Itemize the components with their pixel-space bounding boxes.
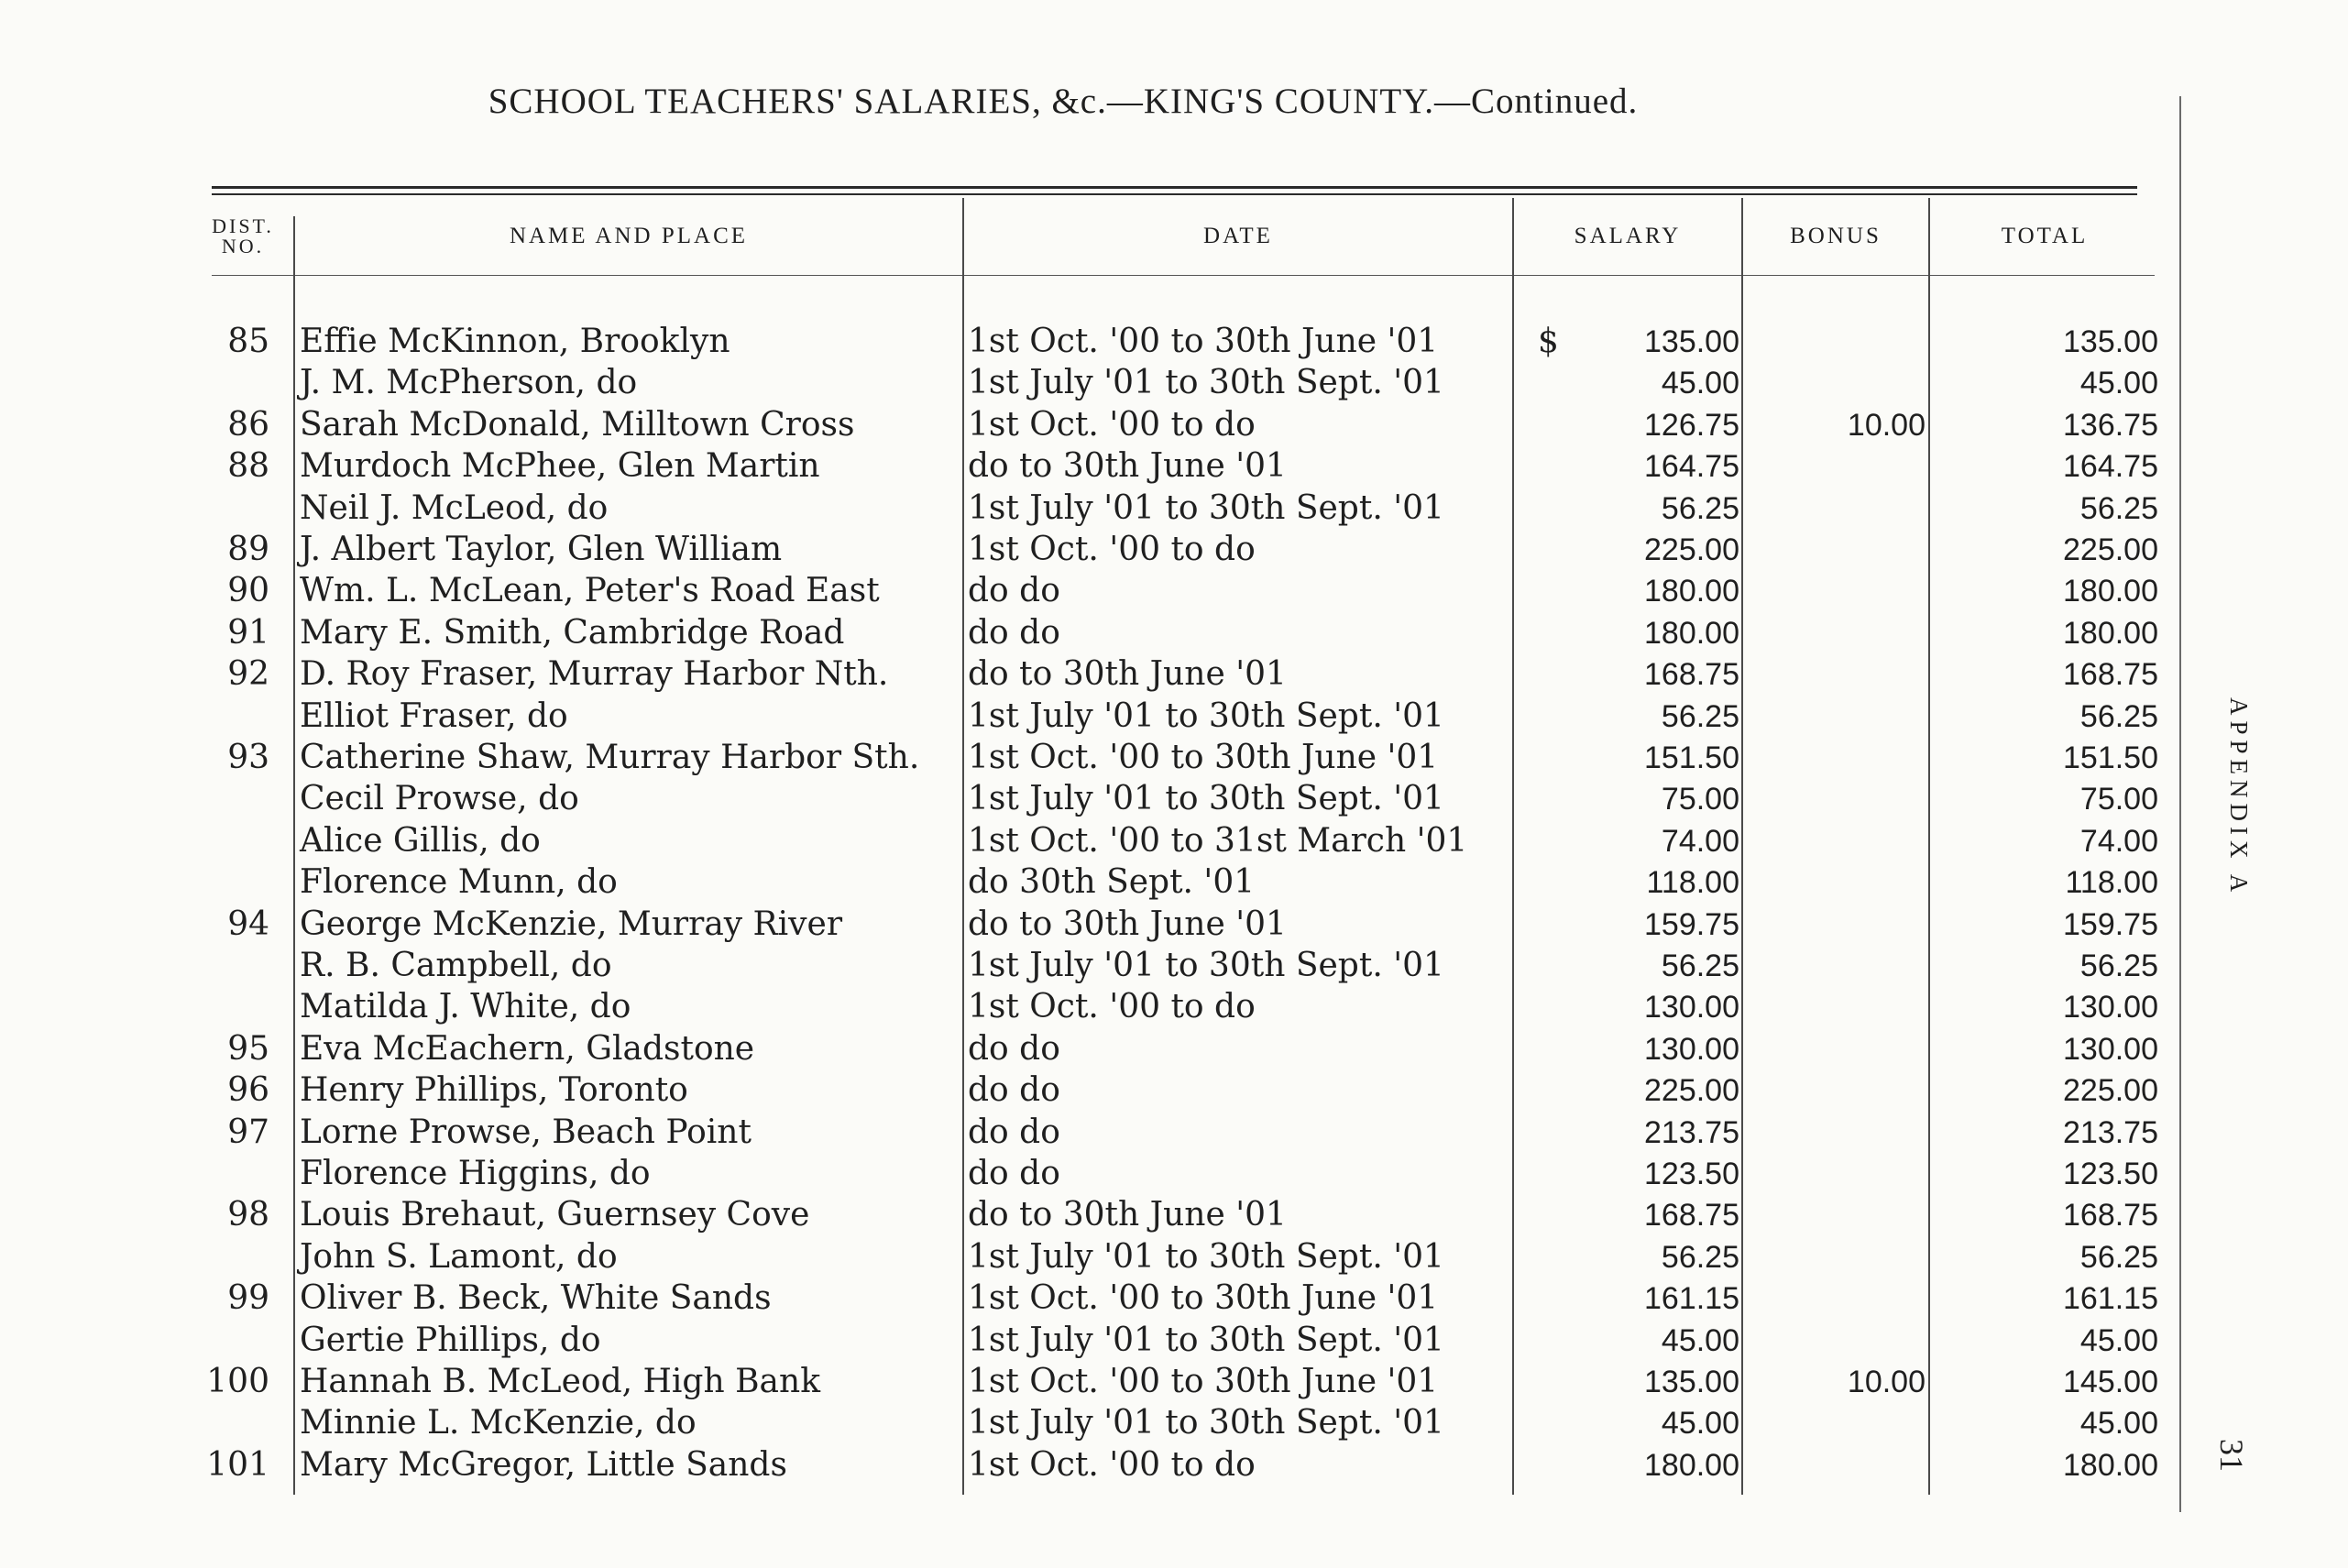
currency-symbol: $ [1538, 323, 1559, 360]
table-row [0, 1277, 2200, 1320]
total-cell: 161.15 [2063, 1281, 2158, 1317]
header-dist-no: DIST. NO. [212, 214, 274, 258]
salary-cell: 135.00 [1644, 324, 1739, 359]
total-cell: 151.50 [2063, 740, 2158, 775]
salary-cell: 118.00 [1646, 865, 1739, 901]
dist-no-cell: 101 [206, 1445, 269, 1484]
salary-cell: 123.50 [1644, 1157, 1739, 1191]
total-cell: 136.75 [2063, 407, 2158, 443]
total-cell: 45.00 [2079, 1322, 2158, 1358]
salary-cell: 74.00 [1661, 823, 1739, 859]
name-place-cell: George McKenzie, Murray River [300, 905, 843, 943]
salary-cell: 180.00 [1644, 574, 1739, 609]
salary-cell: 56.25 [1661, 1239, 1739, 1275]
total-cell: 180.00 [2063, 615, 2158, 651]
date-cell: do do [968, 1155, 1060, 1192]
bonus-cell: 10.00 [1847, 407, 1926, 443]
dist-no-cell: 99 [227, 1279, 269, 1318]
name-place-cell: Alice Gillis, do [300, 821, 541, 860]
name-place-cell: Lorne Prowse, Beach Point [300, 1113, 752, 1151]
date-cell: 1st Oct. '00 to do [968, 405, 1256, 444]
name-place-cell: J. Albert Taylor, Glen William [300, 531, 783, 568]
header-bonus: BONUS [1790, 223, 1882, 248]
name-place-cell: J. M. McPherson, do [300, 364, 638, 402]
name-place-cell: Elliot Fraser, do [300, 696, 568, 735]
table-row [0, 321, 2200, 363]
date-cell: do do [968, 1113, 1060, 1151]
dist-no-cell: 97 [227, 1113, 269, 1151]
salary-cell: 45.00 [1661, 1406, 1739, 1442]
total-cell: 56.25 [2079, 698, 2158, 734]
total-cell: 213.75 [2063, 1114, 2158, 1150]
total-cell: 168.75 [2063, 657, 2158, 693]
header-total: TOTAL [2001, 223, 2089, 248]
page-number: 31 [2213, 1439, 2250, 1472]
salary-cell: 213.75 [1644, 1114, 1739, 1150]
page-title: SCHOOL TEACHERS' SALARIES, &c.—KING'S COUNTY.—Continued. [488, 82, 1639, 121]
total-cell: 180.00 [2063, 1447, 2158, 1483]
dist-no-cell: 96 [227, 1071, 269, 1110]
dist-no-cell: 98 [227, 1196, 269, 1234]
table-row [0, 362, 2200, 404]
salary-cell: 168.75 [1644, 1198, 1739, 1234]
name-place-cell: Florence Higgins, do [300, 1155, 651, 1192]
dist-no-cell: 88 [227, 447, 269, 486]
name-place-cell: D. Roy Fraser, Murray Harbor Nth. [300, 655, 889, 694]
name-place-cell: Sarah McDonald, Milltown Cross [300, 405, 855, 444]
table-row [0, 1361, 2200, 1403]
name-place-cell: Mary McGregor, Little Sands [300, 1445, 787, 1484]
dist-no-cell: 94 [227, 905, 269, 943]
table-row [0, 404, 2200, 446]
table-row [0, 1402, 2200, 1444]
date-cell: do do [968, 1029, 1060, 1068]
table-row [0, 1028, 2200, 1070]
date-cell: 1st July '01 to 30th Sept. '01 [968, 1404, 1444, 1442]
dist-no-cell: 93 [227, 739, 269, 776]
salary-cell: 56.25 [1661, 490, 1739, 526]
total-cell: 168.75 [2063, 1198, 2158, 1234]
date-cell: do do [968, 1071, 1060, 1110]
salary-cell: 75.00 [1661, 782, 1739, 817]
date-cell: 1st Oct. '00 to do [968, 531, 1256, 568]
date-cell: 1st Oct. '00 to 30th June '01 [968, 739, 1439, 776]
table-row [0, 696, 2200, 738]
table-row [0, 778, 2200, 820]
total-cell: 74.00 [2079, 823, 2158, 859]
appendix-label: APPENDIX A [2225, 696, 2253, 898]
table-row [0, 737, 2200, 779]
dist-no-cell: 92 [227, 655, 269, 694]
table-row [0, 986, 2200, 1028]
date-cell: do to 30th June '01 [968, 655, 1287, 694]
name-place-cell: Eva McEachern, Gladstone [300, 1029, 755, 1068]
salary-cell: 159.75 [1644, 906, 1739, 942]
header-top-rule [212, 186, 2137, 189]
table-row [0, 529, 2200, 571]
table-row [0, 488, 2200, 530]
salary-cell: 135.00 [1644, 1365, 1739, 1399]
total-cell: 56.25 [2079, 1239, 2158, 1275]
date-cell: 1st Oct. '00 to 31st March '01 [968, 821, 1468, 860]
date-cell: do to 30th June '01 [968, 905, 1287, 943]
table-row [0, 570, 2200, 612]
table-row [0, 445, 2200, 488]
dist-no-cell: 95 [227, 1029, 269, 1068]
total-cell: 75.00 [2079, 782, 2158, 817]
header-date: DATE [1203, 223, 1273, 248]
name-place-cell: Cecil Prowse, do [300, 780, 579, 818]
name-place-cell: Catherine Shaw, Murray Harbor Sth. [300, 739, 920, 776]
salary-cell: 168.75 [1644, 657, 1739, 693]
total-cell: 56.25 [2079, 948, 2158, 983]
date-cell: 1st July '01 to 30th Sept. '01 [968, 488, 1444, 527]
total-cell: 45.00 [2079, 366, 2158, 401]
total-cell: 135.00 [2063, 324, 2158, 359]
salary-cell: 45.00 [1661, 1322, 1739, 1358]
salary-cell: 180.00 [1644, 1447, 1739, 1483]
total-cell: 45.00 [2079, 1406, 2158, 1442]
date-cell: 1st July '01 to 30th Sept. '01 [968, 947, 1444, 984]
table-row [0, 904, 2200, 946]
table-row [0, 1069, 2200, 1112]
salary-cell: 130.00 [1644, 990, 1739, 1025]
name-place-cell: John S. Lamont, do [300, 1237, 618, 1276]
header-name-and-place: NAME AND PLACE [509, 223, 749, 248]
date-cell: do 30th Sept. '01 [968, 863, 1256, 902]
bonus-cell: 10.00 [1847, 1365, 1926, 1399]
total-cell: 159.75 [2063, 906, 2158, 942]
header-salary: SALARY [1574, 223, 1682, 248]
total-cell: 164.75 [2063, 449, 2158, 485]
total-cell: 123.50 [2063, 1157, 2158, 1191]
dist-no-cell: 100 [206, 1363, 269, 1400]
date-cell: do to 30th June '01 [968, 447, 1287, 486]
name-place-cell: R. B. Campbell, do [300, 947, 612, 984]
date-cell: 1st July '01 to 30th Sept. '01 [968, 1237, 1444, 1276]
name-place-cell: Wm. L. McLean, Peter's Road East [300, 572, 880, 610]
table-row [0, 820, 2200, 862]
table-row [0, 1444, 2200, 1486]
date-cell: do do [968, 613, 1060, 652]
salary-cell: 151.50 [1644, 740, 1739, 775]
dist-no-cell: 91 [227, 613, 269, 652]
header-top-rule-thin [212, 193, 2137, 195]
table-row [0, 1194, 2200, 1236]
salary-cell: 56.25 [1661, 948, 1739, 983]
date-cell: 1st July '01 to 30th Sept. '01 [968, 1321, 1444, 1359]
total-cell: 130.00 [2063, 990, 2158, 1025]
salary-cell: 180.00 [1644, 615, 1739, 651]
table-row [0, 1236, 2200, 1278]
salary-cell: 130.00 [1644, 1031, 1739, 1067]
dist-no-cell: 86 [227, 405, 269, 444]
date-cell: 1st July '01 to 30th Sept. '01 [968, 696, 1444, 735]
date-cell: 1st Oct. '00 to 30th June '01 [968, 1363, 1439, 1400]
date-cell: 1st July '01 to 30th Sept. '01 [968, 364, 1444, 402]
date-cell: do do [968, 572, 1060, 610]
name-place-cell: Louis Brehaut, Guernsey Cove [300, 1196, 810, 1234]
total-cell: 225.00 [2063, 1073, 2158, 1109]
total-cell: 56.25 [2079, 490, 2158, 526]
date-cell: 1st Oct. '00 to 30th June '01 [968, 1279, 1439, 1318]
total-cell: 180.00 [2063, 574, 2158, 609]
name-place-cell: Matilda J. White, do [300, 988, 631, 1026]
dist-no-cell: 85 [227, 323, 269, 360]
name-place-cell: Minnie L. McKenzie, do [300, 1404, 697, 1442]
name-place-cell: Neil J. McLeod, do [300, 488, 609, 527]
date-cell: 1st Oct. '00 to do [968, 1445, 1256, 1484]
total-cell: 225.00 [2063, 532, 2158, 567]
name-place-cell: Gertie Phillips, do [300, 1321, 601, 1359]
table-row [0, 1153, 2200, 1195]
total-cell: 145.00 [2063, 1365, 2158, 1399]
name-place-cell: Henry Phillips, Toronto [300, 1071, 688, 1110]
table-row [0, 653, 2200, 696]
table-row [0, 945, 2200, 987]
salary-cell: 164.75 [1644, 449, 1739, 485]
table-row [0, 1112, 2200, 1154]
date-cell: 1st Oct. '00 to 30th June '01 [968, 323, 1439, 360]
name-place-cell: Florence Munn, do [300, 863, 618, 902]
salary-cell: 126.75 [1644, 407, 1739, 443]
salary-cell: 56.25 [1661, 698, 1739, 734]
header-bottom-rule [212, 275, 2155, 276]
name-place-cell: Mary E. Smith, Cambridge Road [300, 613, 845, 652]
name-place-cell: Murdoch McPhee, Glen Martin [300, 447, 820, 486]
dist-no-cell: 89 [227, 531, 269, 568]
salary-cell: 161.15 [1644, 1281, 1739, 1317]
total-cell: 118.00 [2065, 865, 2158, 901]
table-row [0, 612, 2200, 654]
table-row [0, 861, 2200, 904]
dist-no-cell: 90 [227, 572, 269, 610]
salary-cell: 225.00 [1644, 1073, 1739, 1109]
salary-cell: 225.00 [1644, 532, 1739, 567]
salary-cell: 45.00 [1661, 366, 1739, 401]
date-cell: do to 30th June '01 [968, 1196, 1287, 1234]
date-cell: 1st Oct. '00 to do [968, 988, 1256, 1026]
table-row [0, 1320, 2200, 1362]
name-place-cell: Effie McKinnon, Brooklyn [300, 323, 730, 360]
name-place-cell: Hannah B. McLeod, High Bank [300, 1363, 821, 1400]
name-place-cell: Oliver B. Beck, White Sands [300, 1279, 772, 1318]
total-cell: 130.00 [2063, 1031, 2158, 1067]
date-cell: 1st July '01 to 30th Sept. '01 [968, 780, 1444, 818]
